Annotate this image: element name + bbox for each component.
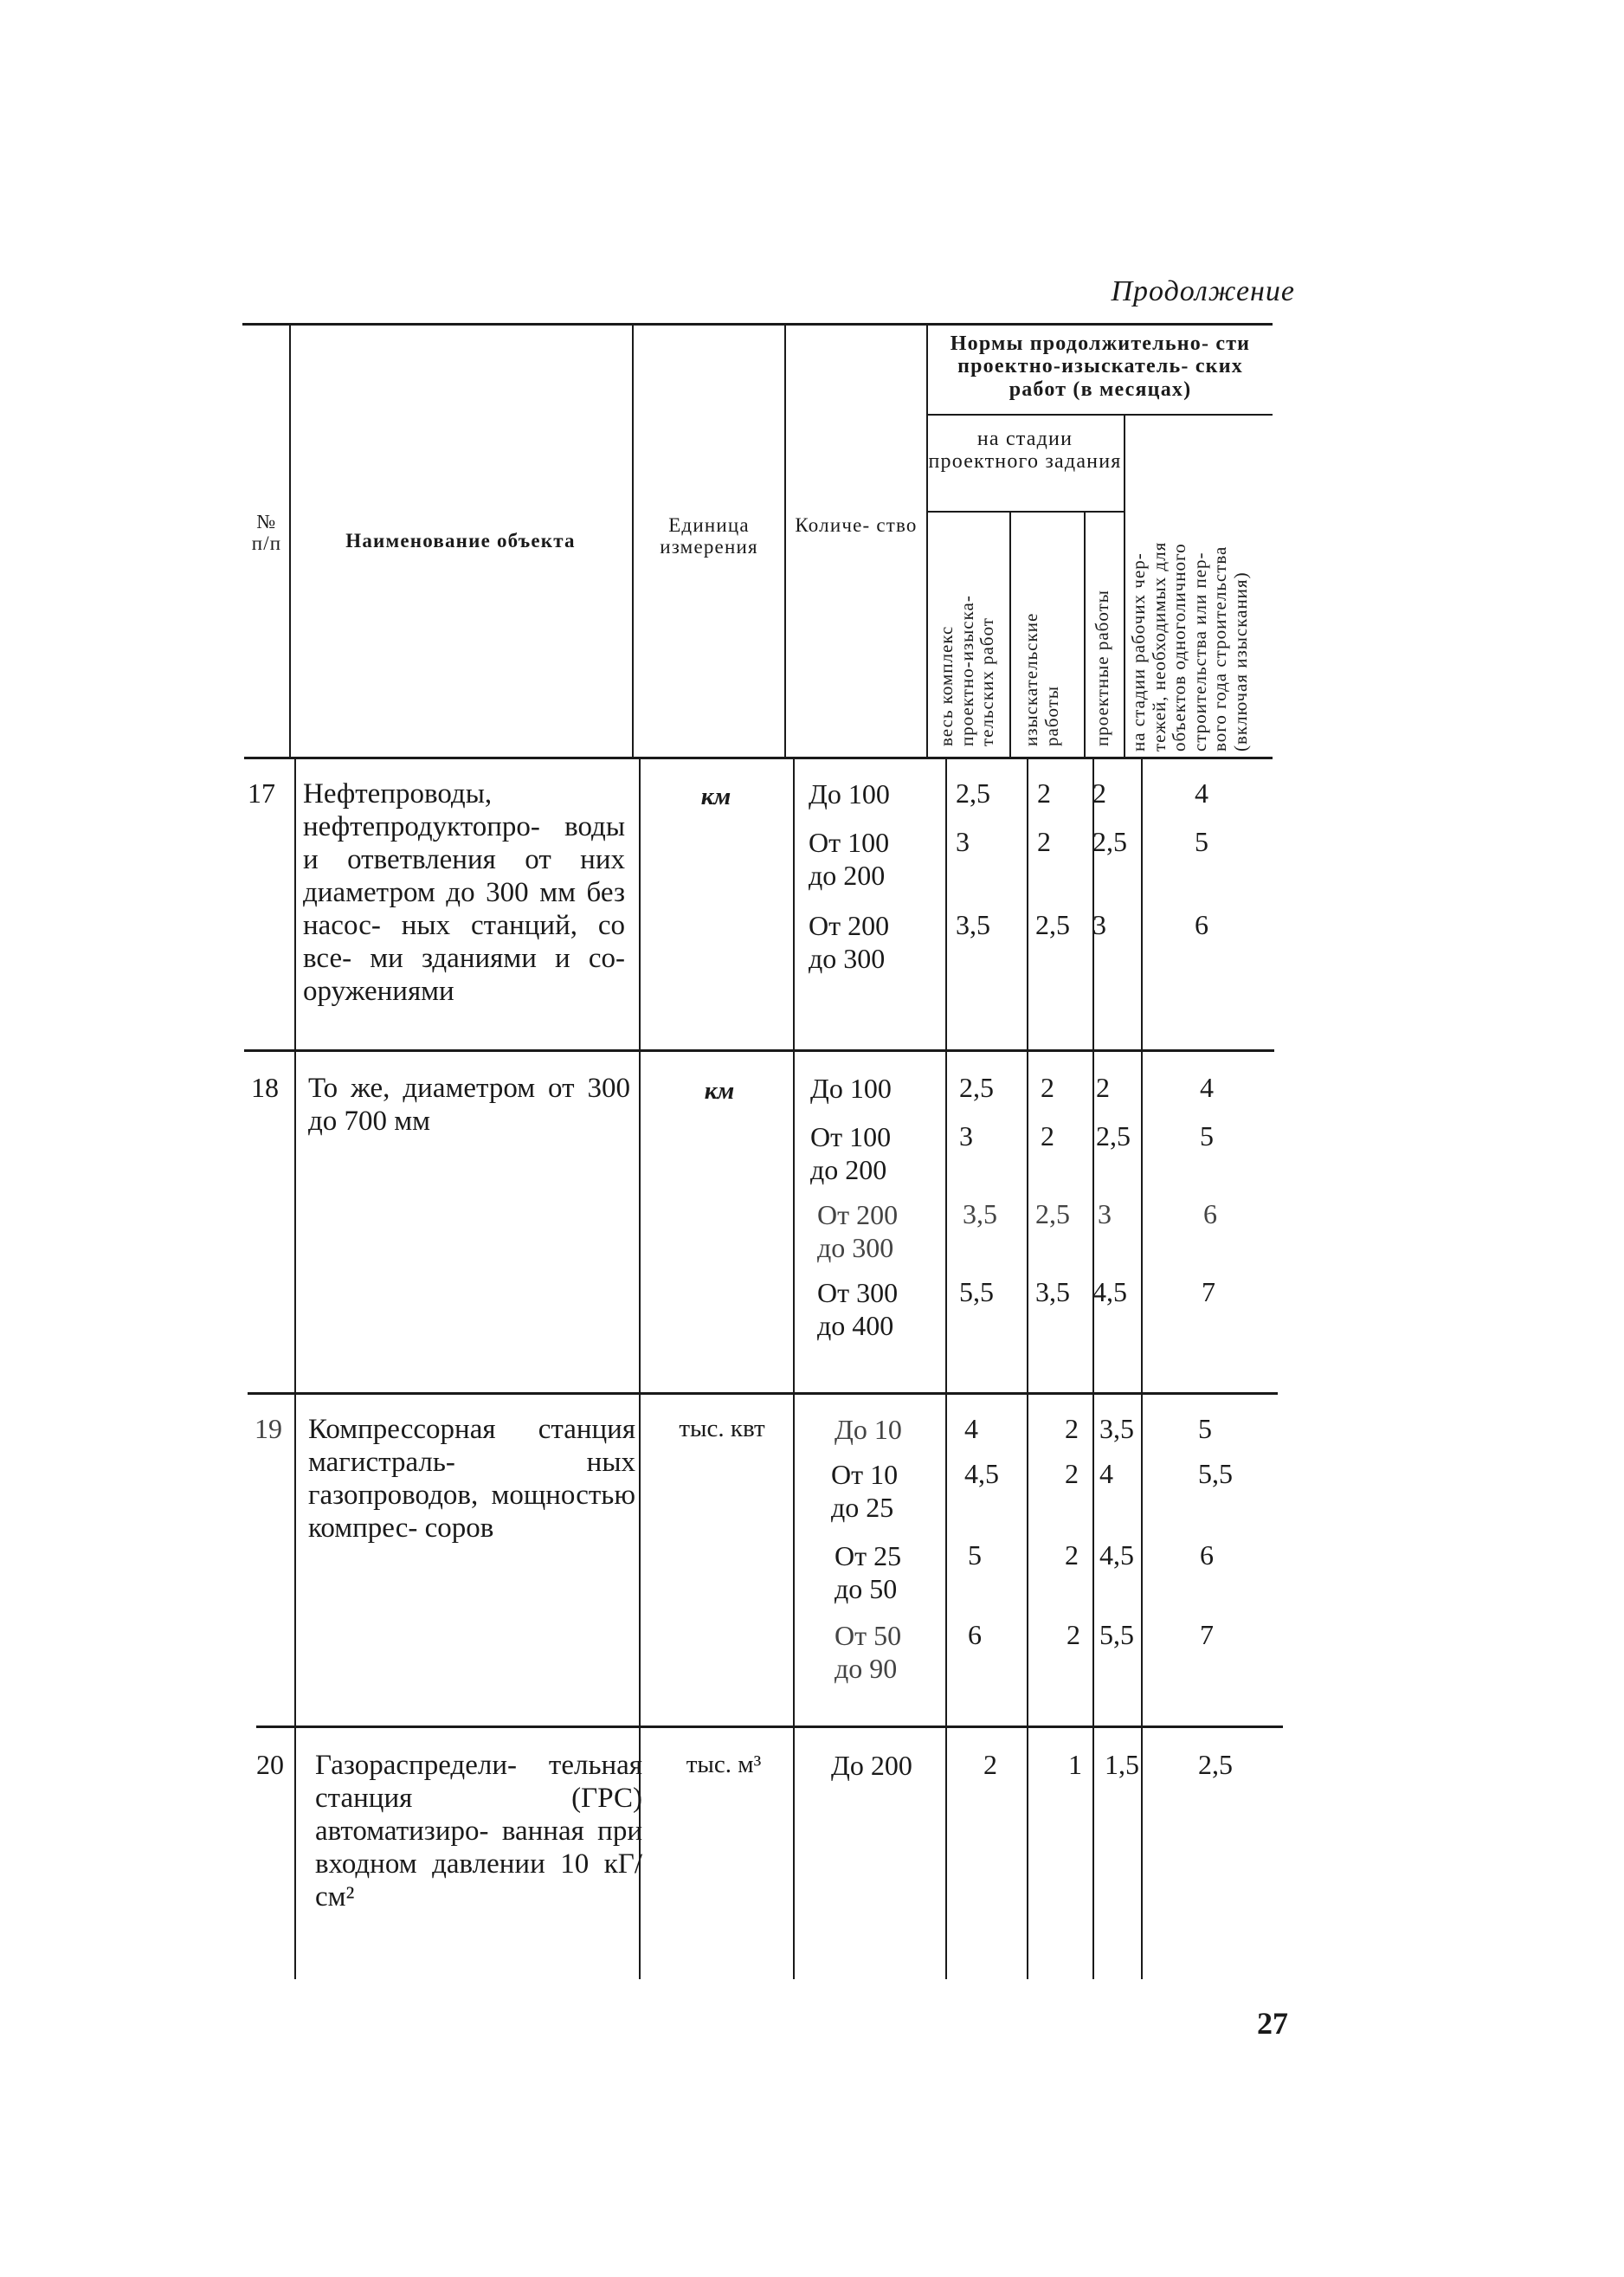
value-full: 2,5 <box>959 1072 994 1103</box>
value-working: 2,5 <box>1198 1749 1233 1780</box>
value-full: 4,5 <box>964 1458 999 1489</box>
value-working: 6 <box>1203 1198 1217 1229</box>
row-number: 17 <box>248 777 275 809</box>
value-survey: 2,5 <box>1035 909 1070 940</box>
value-survey: 1 <box>1068 1749 1082 1780</box>
header-vrule-name <box>632 325 634 758</box>
row-number: 20 <box>256 1749 284 1780</box>
header-stage-project: на стадии проектного задания <box>928 428 1122 474</box>
header-vrule-stage <box>1124 414 1125 758</box>
row-18-bottom-rule <box>248 1392 1278 1395</box>
value-working: 5 <box>1195 826 1208 857</box>
quantity-range: До 100 <box>809 778 890 810</box>
value-full: 3 <box>959 1120 973 1151</box>
unit-cell: тыс. м³ <box>686 1751 762 1778</box>
value-working: 7 <box>1202 1276 1215 1307</box>
header-name: Наименование объекта <box>345 530 576 552</box>
quantity-range: От 50 до 90 <box>835 1620 902 1684</box>
value-design: 4 <box>1099 1458 1113 1489</box>
header-num: № п/п <box>251 511 282 555</box>
quantity-range: От 100 до 200 <box>809 827 890 891</box>
value-design: 3 <box>1092 909 1106 940</box>
value-survey: 2 <box>1065 1458 1079 1489</box>
stage-rule <box>926 511 1124 513</box>
quantity-range: От 100 до 200 <box>810 1121 892 1185</box>
value-survey: 2 <box>1041 1120 1054 1151</box>
value-design: 4,5 <box>1099 1539 1134 1571</box>
value-working: 6 <box>1200 1539 1214 1571</box>
object-name: То же, диаметром от 300 до 700 мм <box>308 1073 630 1137</box>
value-full: 5,5 <box>959 1276 994 1307</box>
value-design: 2,5 <box>1092 826 1127 857</box>
value-full: 2 <box>983 1749 997 1780</box>
value-survey: 2,5 <box>1035 1198 1070 1229</box>
header-sub-working: на стадии рабочих чер- тежей, необходимых для объектов одноголичного строительства или пер- вого года строительства (включая изыскания) <box>1128 541 1251 751</box>
header-vrule-unit <box>784 325 786 758</box>
header-sub-full: весь комплекс проектно-изыска- тельских работ <box>936 595 998 746</box>
page-number: 27 <box>1257 2006 1288 2041</box>
value-survey: 2 <box>1065 1413 1079 1444</box>
value-working: 5 <box>1200 1120 1214 1151</box>
body-vrule-full <box>1027 758 1028 1979</box>
value-design: 3,5 <box>1099 1413 1134 1444</box>
value-working: 4 <box>1195 777 1208 809</box>
value-full: 5 <box>968 1539 982 1571</box>
quantity-range: От 300 до 400 <box>817 1277 899 1341</box>
value-full: 3 <box>956 826 970 857</box>
value-full: 3,5 <box>956 909 990 940</box>
value-design: 2 <box>1096 1072 1110 1103</box>
value-survey: 3,5 <box>1035 1276 1070 1307</box>
row-number: 19 <box>255 1413 282 1444</box>
quantity-range: От 25 до 50 <box>835 1540 902 1604</box>
value-survey: 2 <box>1065 1539 1079 1571</box>
value-full: 3,5 <box>963 1198 997 1229</box>
value-working: 5 <box>1198 1413 1212 1444</box>
object-name: Компрессорная станция магистраль- ных газопроводов, мощностью компрес- соров <box>308 1414 635 1544</box>
value-working: 6 <box>1195 909 1208 940</box>
value-working: 5,5 <box>1198 1458 1233 1489</box>
body-vrule-unit <box>793 758 795 1979</box>
row-number: 18 <box>251 1072 279 1103</box>
object-name: Нефтепроводы, нефтепродуктопро- воды и ответвления от них диаметром до 300 мм без насос- ных станций, со все- ми зданиями и со- оружениями <box>303 778 625 1007</box>
value-working: 7 <box>1200 1619 1214 1650</box>
value-survey: 2 <box>1037 826 1051 857</box>
header-vrule-qty <box>926 325 928 758</box>
header-vrule-survey <box>1084 511 1086 758</box>
continuation-label: Продолжение <box>1111 275 1295 307</box>
header-sub-design: проектные работы <box>1092 590 1112 746</box>
quantity-range: До 10 <box>835 1414 902 1445</box>
quantity-range: До 100 <box>810 1073 892 1104</box>
value-design: 5,5 <box>1099 1619 1134 1650</box>
value-design: 3 <box>1098 1198 1112 1229</box>
value-survey: 2 <box>1067 1619 1080 1650</box>
header-vrule-full <box>1009 511 1011 758</box>
body-vrule-design <box>1141 758 1143 1979</box>
unit-cell: км <box>700 783 731 810</box>
quantity-range: От 200 до 300 <box>809 910 890 974</box>
row-17-bottom-rule <box>244 1049 1274 1052</box>
body-vrule-qty <box>945 758 947 1979</box>
header-unit: Единица измерения <box>660 514 758 558</box>
value-design: 2 <box>1092 777 1106 809</box>
quantity-range: От 10 до 25 <box>831 1459 899 1523</box>
value-full: 2,5 <box>956 777 990 809</box>
value-design: 4,5 <box>1092 1276 1127 1307</box>
table-top-rule <box>242 323 1273 326</box>
norms-title-rule <box>926 414 1273 416</box>
body-vrule-survey <box>1092 758 1094 1979</box>
value-full: 6 <box>968 1619 982 1650</box>
quantity-range: До 200 <box>831 1750 912 1781</box>
header-sub-survey: изыскательские работы <box>1021 612 1062 746</box>
header-qty: Количе- ство <box>795 514 918 536</box>
unit-cell: тыс. квт <box>679 1415 765 1442</box>
value-survey: 2 <box>1041 1072 1054 1103</box>
quantity-range: От 200 до 300 <box>817 1199 899 1263</box>
value-survey: 2 <box>1037 777 1051 809</box>
row-19-bottom-rule <box>256 1725 1283 1728</box>
value-full: 4 <box>964 1413 978 1444</box>
value-design: 2,5 <box>1096 1120 1131 1151</box>
unit-cell: км <box>704 1077 735 1105</box>
header-vrule-num <box>289 325 291 758</box>
value-design: 1,5 <box>1105 1749 1139 1780</box>
header-norms-title: Нормы продолжительно- сти проектно-изыскатель- ских работ (в месяцах) <box>950 332 1251 401</box>
header-bottom-rule <box>244 757 1273 759</box>
value-working: 4 <box>1200 1072 1214 1103</box>
object-name: Газораспредели- тельная станция (ГРС) автоматизиро- ванная при входном давлении 10 кГ/см² <box>315 1750 642 1913</box>
body-vrule-num <box>294 758 296 1979</box>
